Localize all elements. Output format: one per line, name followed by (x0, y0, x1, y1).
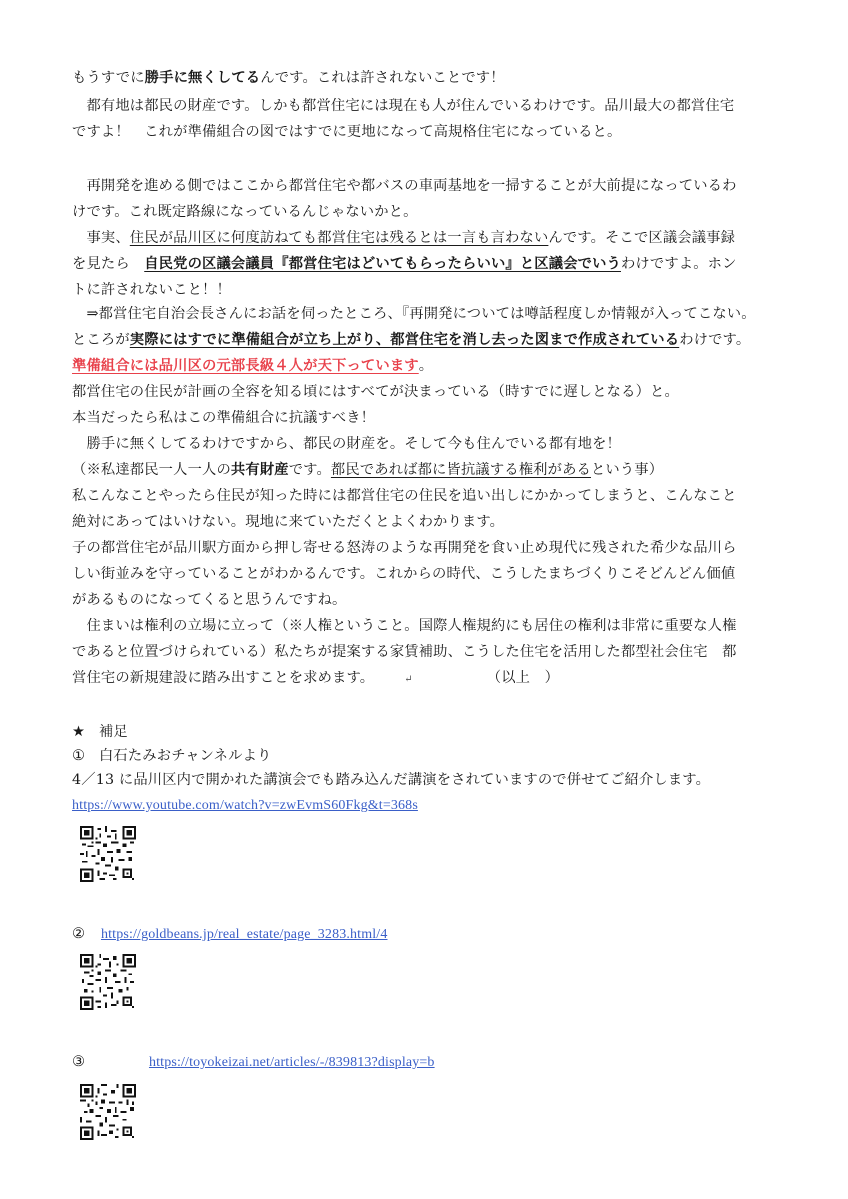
text: （※私達都民一人一人の (72, 462, 231, 478)
line-15 (72, 460, 792, 480)
youtube-link[interactable]: https://www.youtube.com/watch?v=zwEvmS60Fkg&t=368s (72, 798, 418, 813)
text: という事） (590, 462, 664, 478)
supplement-item-1-title (72, 746, 792, 766)
qr-code-2-icon (80, 954, 136, 1010)
line-23 (72, 668, 792, 690)
number-two-icon: ② (72, 926, 85, 942)
qr-code-1-svg (80, 826, 136, 882)
line-7 (72, 254, 792, 274)
bold-underlined-text: 実際にはすでに準備組合が立ち上がり、都営住宅を消し去った図まで作成されている (129, 332, 680, 348)
text: もうすでに (72, 70, 145, 86)
text: 営住宅の新規建設に踏み出すことを求めます。 (72, 670, 375, 686)
supplement-item-1-url-line (72, 795, 792, 816)
number-one-icon: ① (72, 748, 85, 764)
number-three-icon: ③ (72, 1054, 85, 1070)
text: ところが (72, 332, 130, 348)
text: わけですよ。ホン (620, 256, 737, 272)
return-mark-icon: ↵ (404, 674, 413, 685)
line-1 (72, 68, 792, 88)
bold-text: 勝手に無くしてる (144, 70, 261, 86)
line-12: 都営住宅の住民が計画の全容を知る頃にはすべてが決まっている（時すでに遅しとなる）と。 (72, 384, 679, 400)
qr-code-3-icon (80, 1084, 136, 1140)
supplement-item-1-desc: 4／13 に品川区内で開かれた講演会でも踏み込んだ講演をされていますので併せてご紹介します。 (72, 772, 711, 788)
line-3: ですよ！ これが準備組合の図ではすでに更地になって高規格住宅になっていると。 (72, 124, 622, 140)
text: わけです。 (679, 332, 751, 348)
line-19: しい街並みを守っていることがわかるんです。これからの時代、こうしたまちづくりこそどんどん価値 (72, 566, 736, 582)
line-17: 絶対にあってはいけない。現地に来ていただくとよくわかります。 (72, 514, 505, 530)
heading-text: 補足 (98, 724, 128, 740)
line-22: であると位置づけられている）私たちが提案する家賃補助、こうした住宅を活用した都型社会住宅 都 (72, 644, 737, 660)
closing-text: （以上 ） (486, 670, 560, 686)
line-16: 私こんなことやったら住民が知った時には都営住宅の住民を追い出しにかかってしまうと、こんなこと (72, 488, 737, 504)
line-11 (72, 356, 792, 376)
supplement-item-3 (72, 1052, 792, 1073)
line-6 (72, 228, 792, 248)
line-9: ⇒都営住宅自治会長さんにお話を伺ったところ、『再開発については噂話程度しか情報が入ってこない。 (72, 306, 756, 322)
line-20: があるものになってくると思うんですね。 (72, 592, 347, 608)
line-21: 住まいは権利の立場に立って（※人権ということ。国際人権規約にも居住の権利は非常に重要な人権 (72, 618, 737, 634)
text: んです。そこで区議会議事録 (548, 230, 736, 246)
line-8: トに許されないこと！！ (72, 282, 231, 298)
qr-code-1-icon (80, 826, 136, 882)
item-title: 白石たみおチャンネルより (98, 748, 272, 764)
qr-code-2-svg (80, 954, 136, 1010)
text: です。 (288, 462, 331, 478)
line-13: 本当だったら私はこの準備組合に抗議すべき！ (72, 410, 376, 426)
goldbeans-link[interactable]: https://goldbeans.jp/real_estate/page_3283.html/4 (100, 927, 388, 942)
line-4: 再開発を進める側ではここから都営住宅や都バスの車両基地を一掃することが大前提になっているわ (72, 178, 737, 194)
line-10 (72, 330, 792, 350)
line-14: 勝手に無くしてるわけですから、都民の財産を。そして今も住んでいる都有地を！ (72, 436, 621, 452)
star-icon: ★ (72, 724, 85, 740)
toyokeizai-link[interactable]: https://toyokeizai.net/articles/-/839813?display=b (148, 1055, 435, 1070)
red-highlight-text: 準備組合には品川区の元部長級４人が天下っています (72, 358, 419, 374)
line-18: 子の都営住宅が品川駅方面から押し寄せる怒涛のような再開発を食い止め現代に残された希少な品川ら (72, 540, 737, 556)
text: を見たら (72, 256, 145, 272)
line-2: 都有地は都民の財産です。しかも都営住宅には現在も人が住んでいるわけです。品川最大の都営住宅 (72, 98, 735, 114)
text: んです。これは許されないことです！ (260, 70, 505, 86)
text: 事実、 (72, 230, 130, 246)
underlined-text: 都民であれば都に皆抗議する権利がある (330, 462, 591, 478)
bold-underlined-text: 自民党の区議会議員『都営住宅はどいてもらったらいい』と区議会でいう (144, 256, 621, 272)
supplement-heading (72, 722, 792, 742)
line-5: けです。これ既定路線になっているんじゃないかと。 (72, 204, 418, 220)
supplement-item-2 (72, 924, 792, 945)
bold-text: 共有財産 (230, 462, 289, 478)
qr-code-3-svg (80, 1084, 136, 1140)
underlined-text: 住民が品川区に何度訪ねても都営住宅は残るとは一言も言わない (129, 230, 549, 246)
text: 。 (418, 358, 434, 374)
